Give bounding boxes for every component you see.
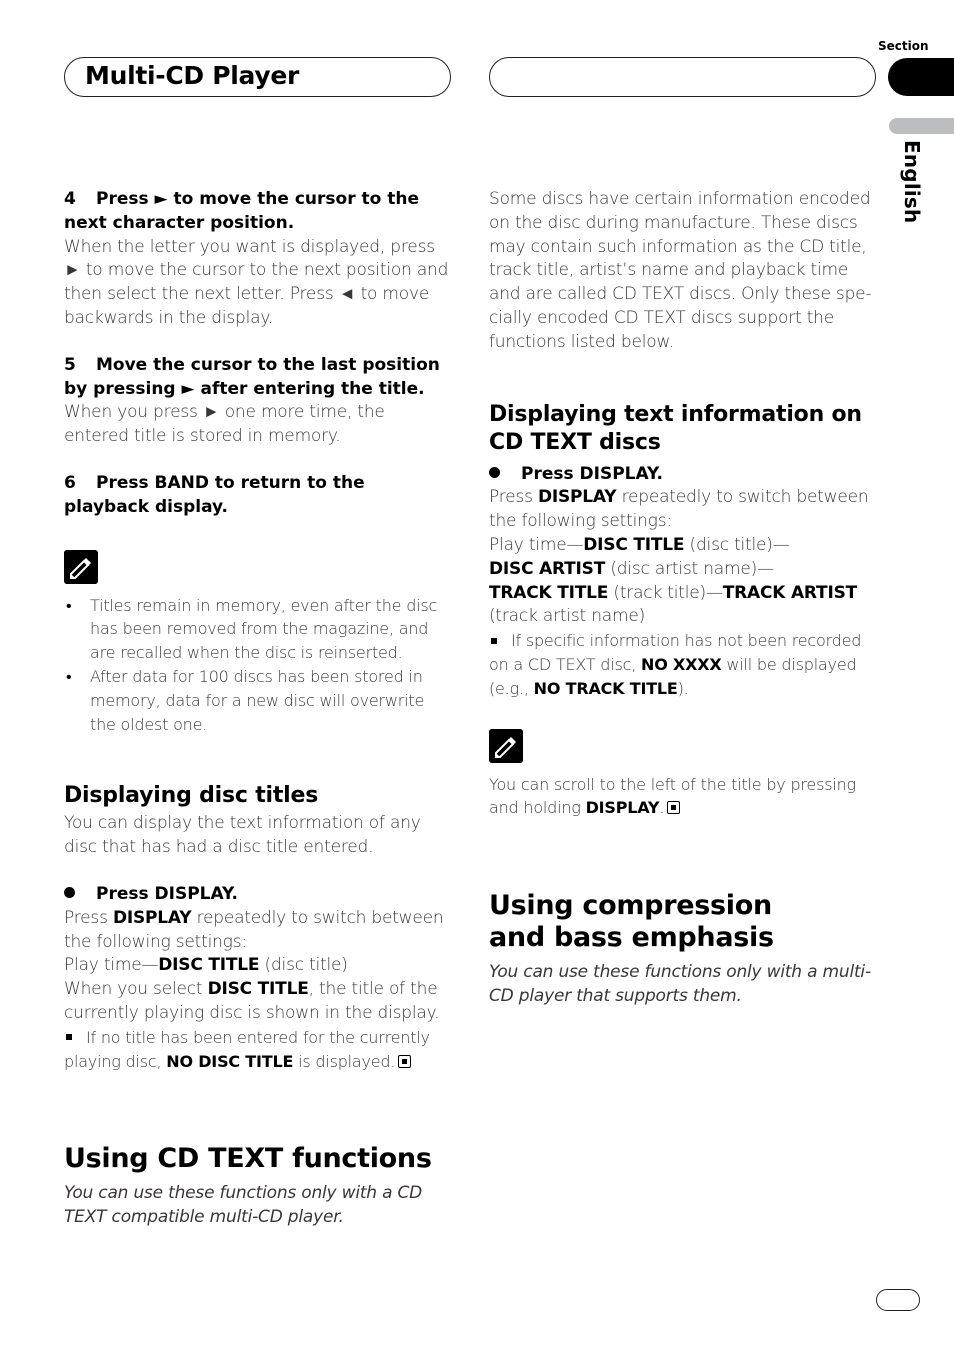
right-column xyxy=(489,188,879,1009)
step-5-title: 5 Move the cursor to the last position by pressing ► after entering the title. xyxy=(64,354,440,399)
notes-list xyxy=(64,594,454,737)
heading-using-compression: Using compression and bass emphasis xyxy=(489,890,774,954)
play-arrow-icon: ► xyxy=(181,378,195,399)
bullet-dot xyxy=(489,467,500,478)
cd-text-description: Some discs have certain information encoded on the disc during manufacture. These discs may contain such information as the CD title, track title, artist’s name and playback time and are called CD TEXT discs. Only these spe-cially encoded CD TEXT discs support the functions listed below. xyxy=(489,189,872,352)
language-tab xyxy=(889,118,954,134)
note-icon xyxy=(64,550,98,584)
step-4-title: 4 Press ► to move the cursor to the next character position. xyxy=(64,189,419,233)
end-mark-icon xyxy=(667,801,680,814)
scroll-note-text: You can scroll to the left of the title by pressing and holding DISPLAY. xyxy=(489,774,856,818)
step-5-body: When you press ► one more time, the entered title is stored in memory. xyxy=(64,402,385,447)
section-label: Section xyxy=(878,39,929,53)
header-title-box xyxy=(64,57,451,97)
play-arrow-icon: ► xyxy=(202,402,220,423)
compression-intro: You can use these functions only with a multi-CD player that supports them. xyxy=(489,962,871,1006)
bullet-dot xyxy=(64,887,75,898)
list-item: • After data for 100 discs has been stored in memory, data for a new disc will overwrite the oldest one. xyxy=(64,665,454,736)
heading-using-cd-text: Using CD TEXT functions xyxy=(64,1143,432,1175)
step-6-title: 6 Press BAND to return to the playback display. xyxy=(64,472,365,517)
text-info-bullet: Press DISPLAY. xyxy=(489,463,879,487)
list-item: • Titles remain in memory, even after the disc has been removed from the magazine, and are recalled when the disc is reinserted. xyxy=(64,594,454,665)
disc-titles-body: Press DISPLAY repeatedly to switch between the following settings: Play time—DISC TITLE (disc title) When you select DISC TITLE, the title of the currently playing disc is shown in the display. xyxy=(64,907,444,1023)
disc-titles-note: If no title has been entered for the currently playing disc, NO DISC TITLE is displayed. xyxy=(64,1027,430,1071)
header-blank-box xyxy=(489,57,876,97)
heading-displaying-text-information: Displaying text information on CD TEXT discs xyxy=(489,401,862,455)
end-mark-icon xyxy=(398,1055,411,1068)
text-info-note: If specific information has not been recorded on a CD TEXT disc, NO XXXX will be displayed (e.g., NO TRACK TITLE). xyxy=(489,631,862,698)
square-bullet-icon xyxy=(491,638,497,644)
language-label: English xyxy=(900,140,924,224)
left-column xyxy=(64,188,454,1230)
note-block xyxy=(64,550,454,737)
play-arrow-icon: ► xyxy=(64,260,81,281)
step-4-body: When the letter you want is displayed, press ► to move the cursor to the next position and then select the next letter. Press ◄ to move backwards in the display. xyxy=(64,236,449,328)
play-arrow-icon: ► xyxy=(154,189,168,209)
back-arrow-icon: ◄ xyxy=(338,284,356,305)
note-icon xyxy=(489,729,523,763)
section-tab xyxy=(888,58,954,96)
disc-titles-bullet: Press DISPLAY. xyxy=(64,883,454,907)
text-info-body: Press DISPLAY repeatedly to switch between the following settings: Play time—DISC TITLE (disc title)— DISC ARTIST (disc artist name)— TRACK TITLE (track title)—TRACK ARTIST (track artist name) xyxy=(489,487,869,627)
page-number-pill xyxy=(876,1289,920,1311)
square-bullet-icon xyxy=(66,1034,72,1040)
scroll-note-block xyxy=(489,729,879,821)
disc-titles-intro: You can display the text information of any disc that has had a disc title entered. xyxy=(64,813,421,858)
cd-text-intro: You can use these functions only with a CD TEXT compatible multi-CD player. xyxy=(64,1183,423,1228)
heading-displaying-disc-titles: Displaying disc titles xyxy=(64,783,319,809)
page-title: Multi-CD Player xyxy=(85,61,300,90)
